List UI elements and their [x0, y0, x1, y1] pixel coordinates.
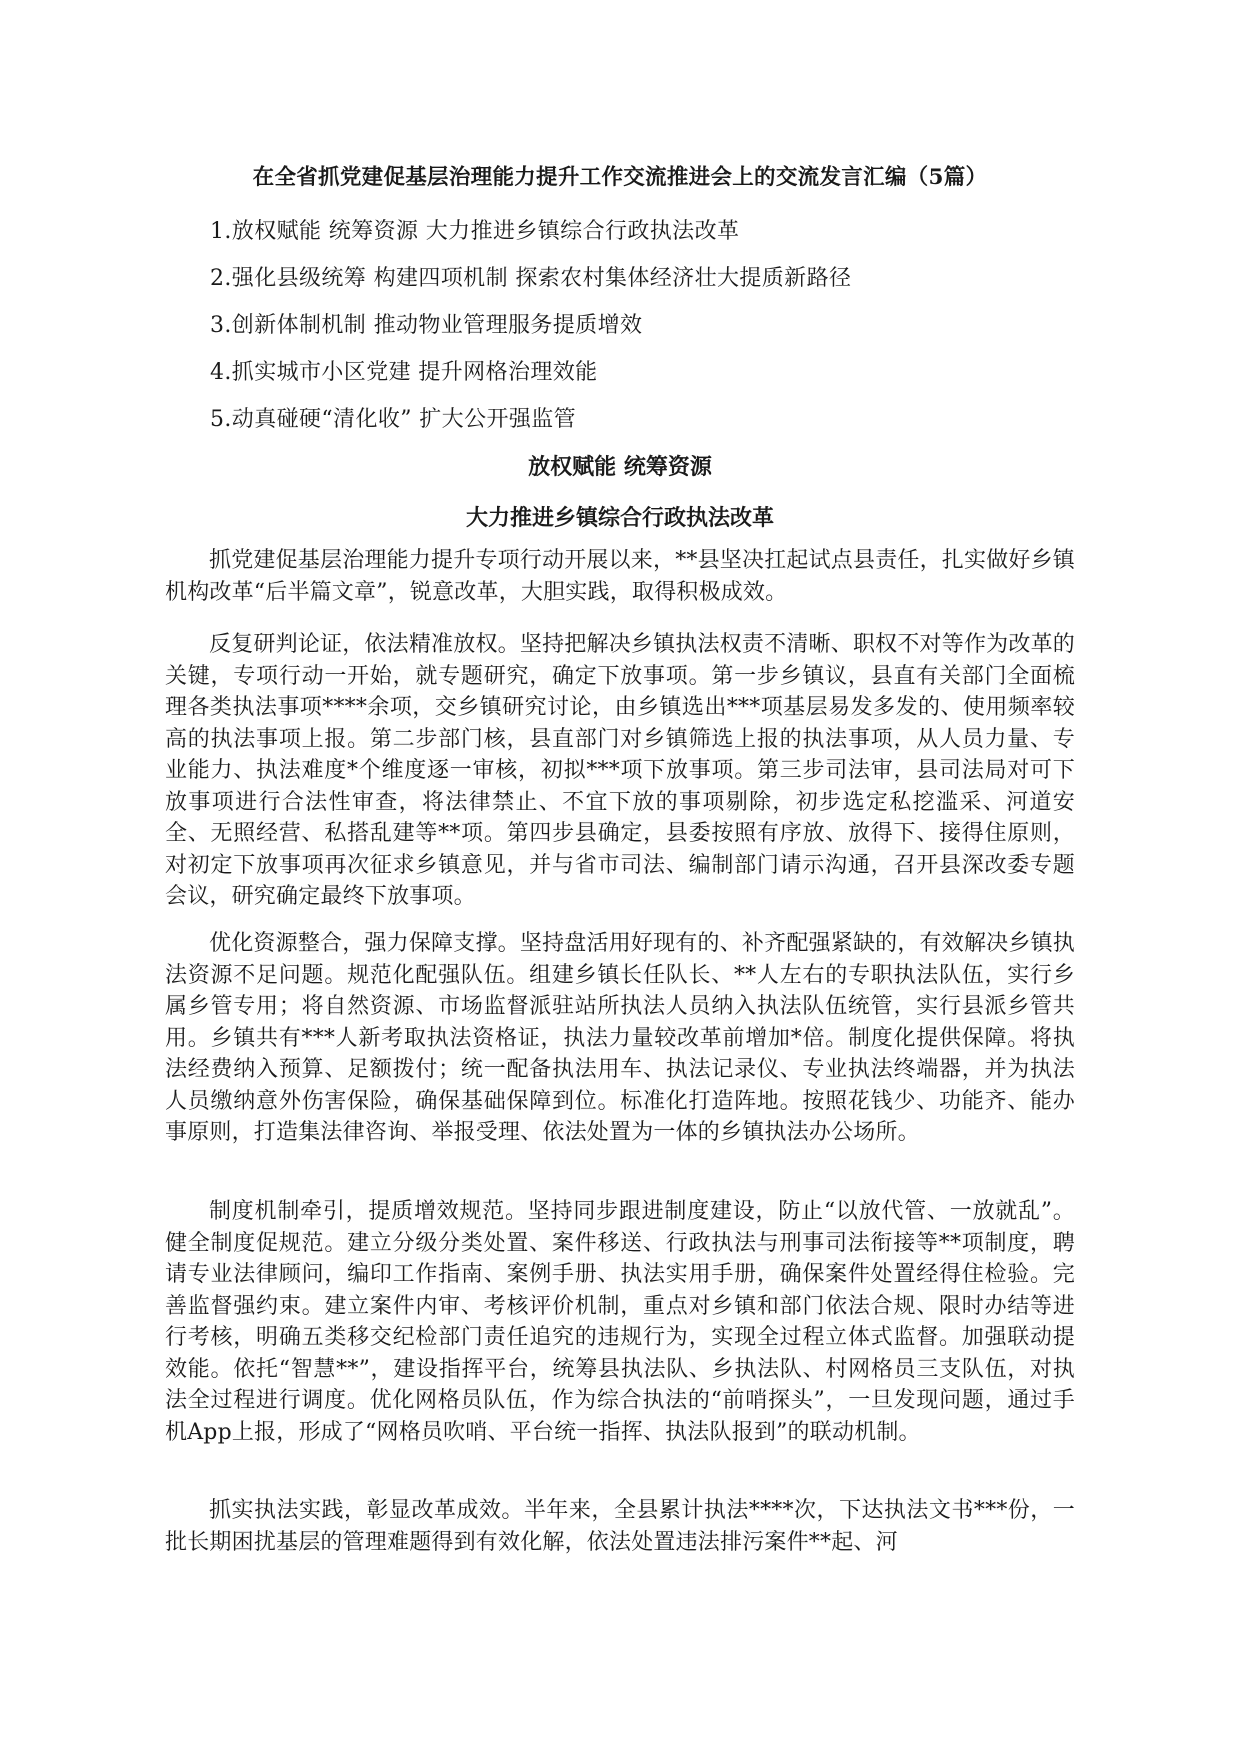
section-subheading: 大力推进乡镇综合行政执法改革 — [465, 505, 774, 531]
toc-item: 5.动真碰硬“清化收” 扩大公开强监管 — [210, 407, 577, 432]
section-heading: 放权赋能 统筹资源 — [528, 454, 712, 480]
body-paragraph: 优化资源整合，强力保障支撑。坚持盘活用好现有的、补齐配强紧缺的，有效解决乡镇执法资源不足问题。规范化配强队伍。组建乡镇长任队长、**人左右的专职执法队伍，实行乡属乡管专用；将自然资源、市场监督派驻站所执法人员纳入执法队伍统管，实行县派乡管共用。乡镇共有***人新考取执法资格证，执法力量较改革前增加*倍。制度化提供保障。将执法经费纳入预算、足额拨付；统一配备执法用车、执法记录仪、专业执法终端器，并为执法人员缴纳意外伤害保险，确保基础保障到位。标准化打造阵地。按照花钱少、功能齐、能办事原则，打造集法律咨询、举报受理、依法处置为一体的乡镇执法办公场所。 — [165, 931, 1075, 1145]
document-title: 在全省抓党建促基层治理能力提升工作交流推进会上的交流发言汇编（5篇） — [252, 165, 988, 190]
toc-item: 3.创新体制机制 推动物业管理服务提质增效 — [210, 313, 643, 338]
body-paragraph: 反复研判论证，依法精准放权。坚持把解决乡镇执法权责不清晰、职权不对等作为改革的关键，专项行动一开始，就专题研究，确定下放事项。第一步乡镇议，县直有关部门全面梳理各类执法事项****余项，交乡镇研究讨论，由乡镇选出***项基层易发多发的、使用频率较高的执法事项上报。第二步部门核，县直部门对乡镇筛选上报的执法事项，从人员力量、专业能力、执法难度*个维度逐一审核，初拟***项下放事项。第三步司法审，县司法局对可下放事项进行合法性审查，将法律禁止、不宜下放的事项剔除，初步选定私挖滥采、河道安全、无照经营、私搭乱建等**项。第四步县确定，县委按照有序放、放得下、接得住原则，对初定下放事项再次征求乡镇意见，并与省市司法、编制部门请示沟通，召开县深改委专题会议，研究确定最终下放事项。 — [165, 632, 1075, 909]
body-paragraph: 制度机制牵引，提质增效规范。坚持同步跟进制度建设，防止“以放代管、一放就乱”。健全制度促规范。建立分级分类处置、案件移送、行政执法与刑事司法衔接等**项制度，聘请专业法律顾问，编印工作指南、案例手册、执法实用手册，确保案件处置经得住检验。完善监督强约束。建立案件内审、考核评价机制，重点对乡镇和部门依法合规、限时办结等进行考核，明确五类移交纪检部门责任追究的违规行为，实现全过程立体式监督。加强联动提效能。依托“智慧**”，建设指挥平台，统筹县执法队、乡执法队、村网格员三支队伍，对执法全过程进行调度。优化网格员队伍，作为综合执法的“前哨探头”，一旦发现问题，通过手机App上报，形成了“网格员吹哨、平台统一指挥、执法队报到”的联动机制。 — [165, 1199, 1076, 1445]
toc-item: 2.强化县级统筹 构建四项机制 探索农村集体经济壮大提质新路径 — [210, 266, 852, 291]
body-paragraph: 抓实执法实践，彰显改革成效。半年来，全县累计执法****次，下达执法文书***份，一批长期困扰基层的管理难题得到有效化解，依法处置违法排污案件**起、河 — [165, 1498, 1075, 1555]
table-of-contents — [210, 208, 851, 443]
body-paragraph: 抓党建促基层治理能力提升专项行动开展以来，**县坚决扛起试点县责任，扎实做好乡镇机构改革“后半篇文章”，锐意改革，大胆实践，取得积极成效。 — [165, 548, 1076, 605]
toc-item: 1.放权赋能 统筹资源 大力推进乡镇综合行政执法改革 — [210, 219, 740, 244]
toc-item: 4.抓实城市小区党建 提升网格治理效能 — [210, 360, 598, 385]
